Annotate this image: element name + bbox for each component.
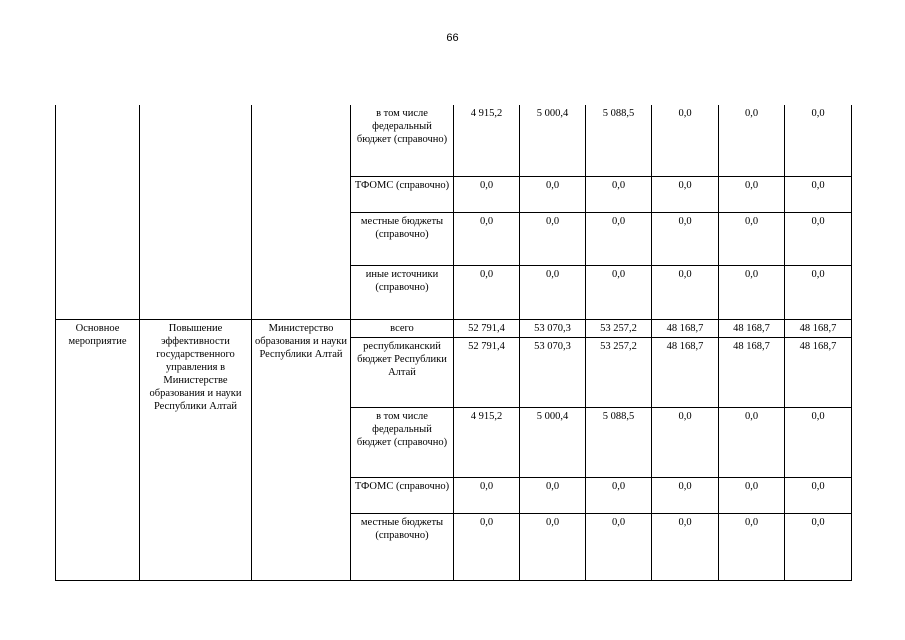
value-cell: 48 168,7 — [785, 319, 852, 337]
value-cell: 52 791,4 — [454, 337, 520, 407]
source-cell: иные источники (справочно) — [351, 265, 454, 319]
source-cell: местные бюджеты (справочно) — [351, 212, 454, 265]
value-cell: 53 257,2 — [586, 319, 652, 337]
value-cell: 0,0 — [785, 176, 852, 212]
value-cell: 0,0 — [454, 513, 520, 580]
value-cell: 0,0 — [719, 176, 785, 212]
value-cell: 5 000,4 — [520, 407, 586, 477]
value-cell: 48 168,7 — [719, 337, 785, 407]
value-cell: 48 168,7 — [719, 319, 785, 337]
value-cell: 0,0 — [785, 407, 852, 477]
source-cell: в том числе федеральный бюджет (справочно) — [351, 407, 454, 477]
value-cell: 0,0 — [652, 477, 719, 513]
value-cell: 0,0 — [785, 105, 852, 176]
value-cell: 48 168,7 — [652, 337, 719, 407]
value-cell: 0,0 — [719, 212, 785, 265]
value-cell: 0,0 — [454, 212, 520, 265]
value-cell: 0,0 — [652, 265, 719, 319]
value-cell: 0,0 — [454, 176, 520, 212]
source-cell: ТФОМС (справочно) — [351, 477, 454, 513]
value-cell: 52 791,4 — [454, 319, 520, 337]
value-cell: 0,0 — [520, 212, 586, 265]
value-cell: 0,0 — [586, 477, 652, 513]
value-cell: 0,0 — [652, 176, 719, 212]
value-cell: 0,0 — [652, 212, 719, 265]
value-cell: 5 088,5 — [586, 105, 652, 176]
source-cell: местные бюджеты (справочно) — [351, 513, 454, 580]
value-cell: 5 088,5 — [586, 407, 652, 477]
value-cell: 53 070,3 — [520, 319, 586, 337]
table-row — [56, 319, 852, 337]
value-cell: 0,0 — [652, 407, 719, 477]
source-cell: в том числе федеральный бюджет (справочно) — [351, 105, 454, 176]
value-cell: 0,0 — [719, 407, 785, 477]
activity-status-cell: Основное мероприятие — [56, 319, 140, 580]
value-cell: 0,0 — [586, 212, 652, 265]
value-cell: 0,0 — [719, 477, 785, 513]
source-cell: ТФОМС (справочно) — [351, 176, 454, 212]
status-cell-empty — [56, 105, 140, 319]
value-cell: 0,0 — [652, 513, 719, 580]
activity-name-cell: Повышение эффективности государственного управления в Министерстве образования и науки Республики Алтай — [140, 319, 252, 580]
value-cell: 0,0 — [586, 265, 652, 319]
value-cell: 0,0 — [586, 513, 652, 580]
budget-table — [55, 105, 852, 581]
value-cell: 0,0 — [586, 176, 652, 212]
value-cell: 0,0 — [785, 265, 852, 319]
value-cell: 0,0 — [785, 212, 852, 265]
page-number: 66 — [446, 32, 459, 44]
value-cell: 0,0 — [454, 477, 520, 513]
value-cell: 0,0 — [520, 513, 586, 580]
value-cell: 48 168,7 — [652, 319, 719, 337]
value-cell: 0,0 — [785, 477, 852, 513]
value-cell: 0,0 — [719, 513, 785, 580]
value-cell: 0,0 — [652, 105, 719, 176]
value-cell: 53 257,2 — [586, 337, 652, 407]
value-cell: 0,0 — [520, 176, 586, 212]
source-cell: республиканский бюджет Республики Алтай — [351, 337, 454, 407]
source-cell: всего — [351, 319, 454, 337]
value-cell: 0,0 — [454, 265, 520, 319]
value-cell: 5 000,4 — [520, 105, 586, 176]
value-cell: 4 915,2 — [454, 105, 520, 176]
value-cell: 4 915,2 — [454, 407, 520, 477]
executor-cell-empty — [252, 105, 351, 319]
value-cell: 0,0 — [719, 265, 785, 319]
value-cell: 0,0 — [520, 265, 586, 319]
value-cell: 0,0 — [719, 105, 785, 176]
name-cell-empty — [140, 105, 252, 319]
value-cell: 0,0 — [520, 477, 586, 513]
value-cell: 53 070,3 — [520, 337, 586, 407]
table-row — [56, 105, 852, 176]
value-cell: 48 168,7 — [785, 337, 852, 407]
activity-executor-cell: Министерство образования и науки Республики Алтай — [252, 319, 351, 580]
value-cell: 0,0 — [785, 513, 852, 580]
